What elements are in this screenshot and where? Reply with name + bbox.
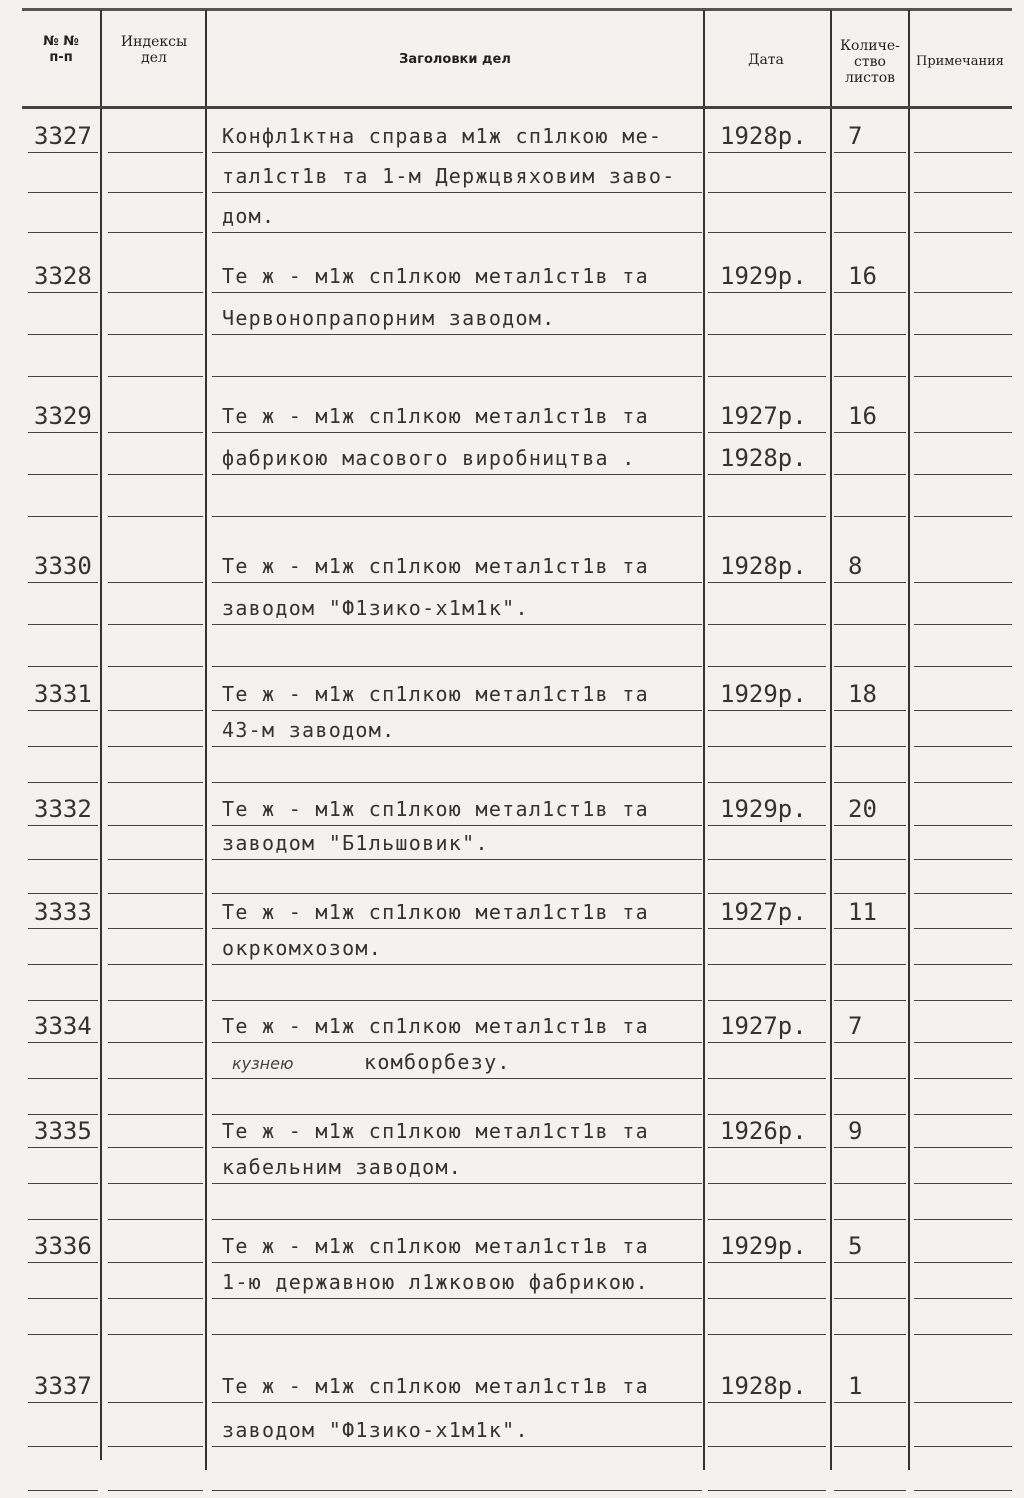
ruling-line: [28, 825, 98, 826]
ruling-line: [914, 964, 1012, 965]
ruling-line: [108, 1114, 203, 1115]
ruling-line: [834, 1183, 906, 1184]
ruling-line: [28, 516, 98, 517]
item-title-line: заводом "Ф1зико-х1м1к".: [222, 1418, 529, 1442]
item-number: 3331: [34, 680, 92, 708]
ruling-line: [708, 1042, 826, 1043]
ruling-line: [212, 859, 702, 860]
ruling-line: [914, 1334, 1012, 1335]
ruling-line: [28, 964, 98, 965]
ruling-line: [834, 1262, 906, 1263]
item-title-line: фабрикою масового виробництва .: [222, 446, 636, 470]
ruling-line: [708, 1078, 826, 1079]
ruling-line: [212, 192, 702, 193]
item-title-line: Те ж - м1ж сп1лкою метал1ст1в та: [222, 1014, 649, 1038]
ruling-line: [834, 376, 906, 377]
ruling-line: [108, 1298, 203, 1299]
ruling-line: [28, 1183, 98, 1184]
ruling-line: [834, 152, 906, 153]
ruling-line: [108, 746, 203, 747]
ruling-line: [28, 292, 98, 293]
ruling-line: [108, 710, 203, 711]
ruling-line: [834, 1114, 906, 1115]
ruling-line: [914, 432, 1012, 433]
ruling-line: [212, 1042, 702, 1043]
ruling-line: [708, 292, 826, 293]
ruling-line: [212, 1334, 702, 1335]
item-date: 1927р.: [720, 1012, 807, 1040]
ruling-line: [28, 1000, 98, 1001]
ruling-line: [708, 192, 826, 193]
ruling-line: [212, 893, 702, 894]
ruling-line: [914, 292, 1012, 293]
ruling-line: [108, 825, 203, 826]
ruling-line: [834, 1334, 906, 1335]
ruling-line: [914, 1219, 1012, 1220]
item-sheet-count: 18: [848, 680, 877, 708]
column-divider: [100, 10, 102, 1460]
ruling-line: [108, 192, 203, 193]
item-title-line: Те ж - м1ж сп1лкою метал1ст1в та: [222, 404, 649, 428]
ruling-line: [914, 1147, 1012, 1148]
ruling-line: [108, 582, 203, 583]
ruling-line: [28, 1078, 98, 1079]
ruling-line: [708, 746, 826, 747]
ruling-line: [212, 474, 702, 475]
ruling-line: [914, 666, 1012, 667]
ruling-line: [28, 474, 98, 475]
ruling-line: [914, 1078, 1012, 1079]
ruling-line: [108, 1000, 203, 1001]
ruling-line: [212, 1000, 702, 1001]
ruling-line: [914, 152, 1012, 153]
item-number: 3329: [34, 402, 92, 430]
ruling-line: [708, 1446, 826, 1447]
ruling-line: [708, 474, 826, 475]
item-date: 1926р.: [720, 1117, 807, 1145]
ruling-line: [28, 1298, 98, 1299]
item-date: 1927р.: [720, 898, 807, 926]
ruling-line: [108, 1262, 203, 1263]
ruling-line: [708, 1490, 826, 1491]
ruling-line: [28, 1114, 98, 1115]
ruling-line: [212, 292, 702, 293]
ruling-line: [108, 152, 203, 153]
ruling-line: [708, 1114, 826, 1115]
ruling-line: [834, 1219, 906, 1220]
ruling-line: [28, 1042, 98, 1043]
column-divider: [830, 10, 832, 1470]
ruling-line: [28, 1490, 98, 1491]
ruling-line: [212, 232, 702, 233]
ruling-line: [914, 782, 1012, 783]
item-sheet-count: 16: [848, 262, 877, 290]
header-number: № № п-п: [43, 34, 79, 65]
ruling-line: [834, 334, 906, 335]
header-index: Индексы дел: [120, 34, 188, 66]
ruling-line: [708, 825, 826, 826]
ruling-line: [708, 782, 826, 783]
ruling-line: [108, 1446, 203, 1447]
ruling-line: [28, 376, 98, 377]
ruling-line: [212, 1262, 702, 1263]
ruling-line: [914, 376, 1012, 377]
item-number: 3337: [34, 1372, 92, 1400]
item-title-line: Те ж - м1ж сп1лкою метал1ст1в та: [222, 797, 649, 821]
ruling-line: [708, 1000, 826, 1001]
ruling-line: [708, 710, 826, 711]
item-title-line: 1-ю державною л1жковою фабрикою.: [222, 1270, 649, 1294]
ruling-line: [914, 1042, 1012, 1043]
item-title-line: Те ж - м1ж сп1лкою метал1ст1в та: [222, 1119, 649, 1143]
ruling-line: [708, 1147, 826, 1148]
ruling-line: [108, 1334, 203, 1335]
ruling-line: [914, 624, 1012, 625]
ruling-line: [708, 432, 826, 433]
ruling-line: [108, 1490, 203, 1491]
item-sheet-count: 1: [848, 1372, 863, 1400]
ruling-line: [28, 152, 98, 153]
ruling-line: [212, 666, 702, 667]
ruling-line: [28, 1402, 98, 1403]
item-sheet-count: 9: [848, 1117, 863, 1145]
ruling-line: [834, 432, 906, 433]
ruling-line: [708, 1183, 826, 1184]
item-title-line: кабельним заводом.: [222, 1155, 463, 1179]
ruling-line: [708, 152, 826, 153]
ruling-line: [212, 152, 702, 153]
ruling-line: [108, 1402, 203, 1403]
ruling-line: [914, 1490, 1012, 1491]
ruling-line: [212, 1402, 702, 1403]
item-date: 1928р.: [720, 1372, 807, 1400]
item-sheet-count: 20: [848, 795, 877, 823]
column-divider: [908, 10, 910, 1470]
ruling-line: [834, 1446, 906, 1447]
item-number: 3333: [34, 898, 92, 926]
item-title-line: заводом "Б1льшовик".: [222, 831, 489, 855]
item-date: 1929р.: [720, 795, 807, 823]
ruling-line: [212, 1183, 702, 1184]
item-title-line: Те ж - м1ж сп1лкою метал1ст1в та: [222, 682, 649, 706]
ruling-line: [108, 1183, 203, 1184]
ruling-line: [708, 964, 826, 965]
ruling-line: [834, 928, 906, 929]
item-date: 1928р.: [720, 552, 807, 580]
ruling-line: [212, 825, 702, 826]
ruling-line: [834, 474, 906, 475]
ruling-line: [914, 232, 1012, 233]
ruling-line: [708, 928, 826, 929]
item-date: 1927р.: [720, 402, 807, 430]
ruling-line: [914, 928, 1012, 929]
item-number: 3328: [34, 262, 92, 290]
ruling-line: [708, 582, 826, 583]
item-title-line: тал1ст1в та 1-м Держцвяховим заво-: [222, 164, 676, 188]
header-date: Дата: [748, 52, 784, 68]
ruling-line: [28, 432, 98, 433]
ruling-line: [28, 1219, 98, 1220]
ruling-line: [212, 624, 702, 625]
ruling-line: [708, 376, 826, 377]
ruling-line: [108, 1078, 203, 1079]
ruling-line: [212, 1490, 702, 1491]
item-date: 1929р.: [720, 1232, 807, 1260]
ruling-line: [108, 334, 203, 335]
ruling-line: [834, 710, 906, 711]
ruling-line: [834, 1000, 906, 1001]
item-title-line: Те ж - м1ж сп1лкою метал1ст1в та: [222, 1234, 649, 1258]
ruling-line: [108, 964, 203, 965]
ruling-line: [28, 893, 98, 894]
item-title-line: комборбезу.: [364, 1050, 511, 1074]
ruling-line: [28, 1262, 98, 1263]
top-border: [22, 8, 1012, 11]
ruling-line: [108, 474, 203, 475]
item-title-line: заводом "Ф1зико-х1м1к".: [222, 596, 529, 620]
ruling-line: [108, 624, 203, 625]
ruling-line: [108, 1042, 203, 1043]
ruling-line: [914, 1114, 1012, 1115]
ruling-line: [212, 1114, 702, 1115]
ruling-line: [914, 582, 1012, 583]
ruling-line: [834, 859, 906, 860]
item-date: 1928р.: [720, 444, 807, 472]
item-date: 1929р.: [720, 680, 807, 708]
ruling-line: [834, 292, 906, 293]
ruling-line: [708, 1219, 826, 1220]
ruling-line: [28, 859, 98, 860]
item-number: 3330: [34, 552, 92, 580]
ruling-line: [834, 893, 906, 894]
item-title-line: Те ж - м1ж сп1лкою метал1ст1в та: [222, 554, 649, 578]
ruling-line: [28, 232, 98, 233]
ruling-line: [108, 782, 203, 783]
ruling-line: [212, 1147, 702, 1148]
item-date: 1928р.: [720, 122, 807, 150]
ruling-line: [28, 782, 98, 783]
header-titles: Заголовки дел: [399, 52, 511, 67]
item-title-line: дом.: [222, 204, 276, 228]
ruling-line: [212, 516, 702, 517]
ruling-line: [914, 1402, 1012, 1403]
ruling-line: [108, 1219, 203, 1220]
column-divider: [703, 10, 705, 1470]
ruling-line: [212, 710, 702, 711]
ruling-line: [834, 232, 906, 233]
ruling-line: [834, 516, 906, 517]
item-number: 3334: [34, 1012, 92, 1040]
ruling-line: [834, 1147, 906, 1148]
ruling-line: [834, 1042, 906, 1043]
ruling-line: [708, 859, 826, 860]
ruling-line: [28, 582, 98, 583]
handwritten-note: кузнею: [232, 1054, 294, 1073]
item-number: 3335: [34, 1117, 92, 1145]
ruling-line: [834, 1490, 906, 1491]
ruling-line: [212, 782, 702, 783]
ruling-line: [914, 1000, 1012, 1001]
header-separator: [22, 106, 1012, 109]
item-title-line: Те ж - м1ж сп1лкою метал1ст1в та: [222, 264, 649, 288]
ruling-line: [834, 1402, 906, 1403]
ruling-line: [708, 1262, 826, 1263]
ruling-line: [834, 624, 906, 625]
ruling-line: [212, 1298, 702, 1299]
ruling-line: [108, 292, 203, 293]
item-number: 3327: [34, 122, 92, 150]
ruling-line: [108, 666, 203, 667]
ruling-line: [212, 334, 702, 335]
ruling-line: [708, 624, 826, 625]
ruling-line: [708, 893, 826, 894]
ruling-line: [108, 432, 203, 433]
ruling-line: [834, 192, 906, 193]
ruling-line: [914, 1298, 1012, 1299]
ruling-line: [108, 859, 203, 860]
ruling-line: [28, 928, 98, 929]
ruling-line: [108, 376, 203, 377]
ruling-line: [212, 928, 702, 929]
ruling-line: [914, 1262, 1012, 1263]
ruling-line: [914, 893, 1012, 894]
ruling-line: [834, 1078, 906, 1079]
ruling-line: [708, 516, 826, 517]
ruling-line: [28, 624, 98, 625]
item-title-line: Те ж - м1ж сп1лкою метал1ст1в та: [222, 1374, 649, 1398]
item-title-line: Те ж - м1ж сп1лкою метал1ст1в та: [222, 900, 649, 924]
ruling-line: [708, 1298, 826, 1299]
ruling-line: [914, 1446, 1012, 1447]
ruling-line: [28, 192, 98, 193]
ruling-line: [834, 782, 906, 783]
item-title-line: Конфл1ктна справа м1ж сп1лкою ме-: [222, 124, 663, 148]
item-number: 3336: [34, 1232, 92, 1260]
header-notes: Примечания: [915, 54, 1004, 69]
ruling-line: [212, 1446, 702, 1447]
item-sheet-count: 5: [848, 1232, 863, 1260]
ruling-line: [914, 192, 1012, 193]
item-sheet-count: 16: [848, 402, 877, 430]
ruling-line: [28, 710, 98, 711]
ruling-line: [28, 1147, 98, 1148]
ruling-line: [28, 746, 98, 747]
ruling-line: [834, 1298, 906, 1299]
ruling-line: [708, 334, 826, 335]
item-title-line: 43-м заводом.: [222, 718, 396, 742]
ruling-line: [914, 746, 1012, 747]
ruling-line: [212, 1219, 702, 1220]
column-divider: [205, 10, 207, 1470]
item-title-line: Червонопрапорним заводом.: [222, 306, 556, 330]
ruling-line: [708, 666, 826, 667]
ruling-line: [28, 666, 98, 667]
header-sheets: Количе- ство листов: [840, 38, 900, 86]
ruling-line: [914, 474, 1012, 475]
ruling-line: [108, 893, 203, 894]
item-sheet-count: 7: [848, 1012, 863, 1040]
item-sheet-count: 11: [848, 898, 877, 926]
ruling-line: [834, 666, 906, 667]
ruling-line: [914, 825, 1012, 826]
ruling-line: [708, 1402, 826, 1403]
ruling-line: [834, 825, 906, 826]
item-date: 1929р.: [720, 262, 807, 290]
ruling-line: [28, 1334, 98, 1335]
ruling-line: [212, 432, 702, 433]
ruling-line: [834, 746, 906, 747]
ruling-line: [108, 928, 203, 929]
ruling-line: [212, 376, 702, 377]
item-number: 3332: [34, 795, 92, 823]
item-title-line: окркомхозом.: [222, 936, 383, 960]
ruling-line: [212, 964, 702, 965]
ruling-line: [914, 334, 1012, 335]
ruling-line: [914, 516, 1012, 517]
ruling-line: [708, 232, 826, 233]
ruling-line: [108, 232, 203, 233]
ruling-line: [708, 1334, 826, 1335]
ruling-line: [212, 746, 702, 747]
item-sheet-count: 8: [848, 552, 863, 580]
ruling-line: [834, 582, 906, 583]
ruling-line: [834, 964, 906, 965]
ruling-line: [108, 516, 203, 517]
ruling-line: [28, 1446, 98, 1447]
ruling-line: [28, 334, 98, 335]
ruling-line: [914, 710, 1012, 711]
ruling-line: [914, 1183, 1012, 1184]
ruling-line: [914, 859, 1012, 860]
ruling-line: [212, 582, 702, 583]
ruling-line: [108, 1147, 203, 1148]
item-sheet-count: 7: [848, 122, 863, 150]
ruling-line: [212, 1078, 702, 1079]
